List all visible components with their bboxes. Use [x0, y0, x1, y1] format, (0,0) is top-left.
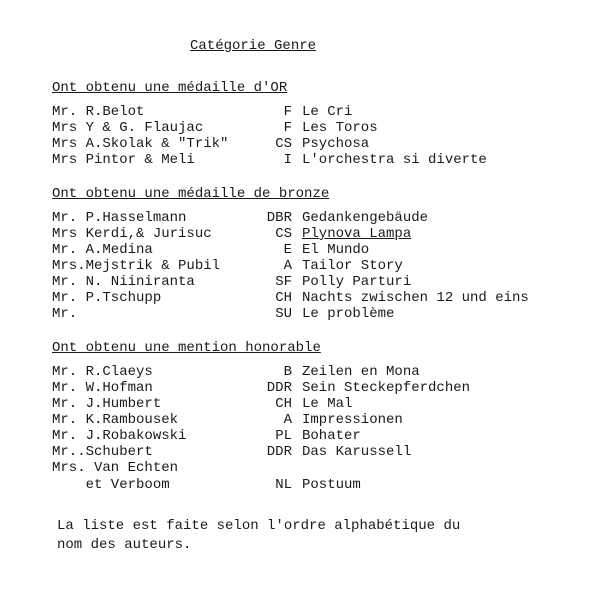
entry-work: Impressionen [302, 412, 403, 428]
entry-work: Das Karussell [302, 444, 412, 460]
list-item [52, 444, 592, 460]
entry-country: CH [275, 290, 292, 306]
section-heading-gold: Ont obtenu une médaille d'OR [52, 80, 288, 96]
entry-names: Mr..Schubert [52, 444, 153, 460]
page-title: Catégorie Genre [190, 38, 317, 54]
entry-work: Gedankengebäude [302, 210, 429, 226]
list-item [52, 120, 592, 136]
entry-work: Plynova Lampa [302, 226, 412, 242]
entry-names: Mr. R.Claeys [52, 364, 153, 380]
entry-country: F [283, 104, 292, 120]
entry-work: Polly Parturi [302, 274, 412, 290]
entry-country: CS [275, 226, 292, 242]
entry-country: SU [275, 306, 292, 322]
list-item [52, 274, 592, 290]
section-heading-honorable: Ont obtenu une mention honorable [52, 340, 321, 356]
entry-country: DBR [266, 210, 292, 226]
entry-country: A [283, 258, 292, 274]
entry-country: E [283, 242, 292, 258]
entry-names: Mrs Y & G. Flaujac [52, 120, 204, 136]
entry-names: Mrs Kerdi,& Jurisuc [52, 226, 212, 242]
entry-names: Mr. A.Medina [52, 242, 153, 258]
entry-work: Psychosa [302, 136, 370, 152]
footnote-line-2: nom des auteurs. [57, 537, 192, 553]
entry-country: A [283, 412, 292, 428]
entry-names: Mr. J.Humbert [52, 396, 162, 412]
entry-work: Nachts zwischen 12 und eins [302, 290, 529, 306]
entry-country: DDR [266, 444, 292, 460]
list-item [52, 152, 592, 168]
list-item [52, 290, 592, 306]
entry-names: Mrs Pintor & Meli [52, 152, 195, 168]
list-item [52, 477, 592, 493]
list-item [52, 428, 592, 444]
list-item [52, 210, 592, 226]
entry-names: Mr. R.Belot [52, 104, 145, 120]
entry-names: Mrs. Van Echten [52, 460, 179, 476]
entry-work: Sein Steckepferdchen [302, 380, 471, 396]
entry-work: L'orchestra si diverte [302, 152, 487, 168]
entry-work: Le Mal [302, 396, 353, 412]
list-item [52, 104, 592, 120]
footnote [57, 517, 460, 555]
list-item [52, 242, 592, 258]
section-heading-bronze: Ont obtenu une médaille de bronze [52, 186, 330, 202]
entry-country: PL [275, 428, 292, 444]
list-item [52, 396, 592, 412]
list-item [52, 306, 592, 322]
entry-names: Mr. W.Hofman [52, 380, 153, 396]
entry-country: I [283, 152, 292, 168]
entry-country: F [283, 120, 292, 136]
entry-work: Le problème [302, 306, 395, 322]
entry-names: Mrs.Mejstrik & Pubil [52, 258, 221, 274]
list-item [52, 364, 592, 380]
entry-names: Mrs A.Skolak & "Trik" [52, 136, 229, 152]
entry-work: Les Toros [302, 120, 378, 136]
footnote-line-1: La liste est faite selon l'ordre alphabétique du [57, 518, 461, 534]
entry-names: Mr. P.Tschupp [52, 290, 162, 306]
list-item [52, 412, 592, 428]
list-item [52, 258, 592, 274]
entry-names: et Verboom [52, 477, 170, 493]
entry-names: Mr. J.Robakowski [52, 428, 187, 444]
entry-country: CH [275, 396, 292, 412]
entry-work: Le Cri [302, 104, 353, 120]
entry-work: El Mundo [302, 242, 370, 258]
entry-names: Mr. P.Hasselmann [52, 210, 187, 226]
list-item [52, 380, 592, 396]
entry-work: Tailor Story [302, 258, 403, 274]
list-item [52, 460, 592, 476]
entry-country: SF [275, 274, 292, 290]
entry-names: Mr. [52, 306, 78, 322]
entry-work: Zeilen en Mona [302, 364, 420, 380]
list-item [52, 136, 592, 152]
entry-work: Postuum [302, 477, 361, 493]
entry-work: Bohater [302, 428, 361, 444]
entry-country: NL [275, 477, 292, 493]
list-item [52, 226, 592, 242]
entry-country: DDR [266, 380, 292, 396]
entry-country: CS [275, 136, 292, 152]
entry-country: B [283, 364, 292, 380]
entry-names: Mr. N. Niiniranta [52, 274, 195, 290]
entry-names: Mr. K.Rambousek [52, 412, 179, 428]
